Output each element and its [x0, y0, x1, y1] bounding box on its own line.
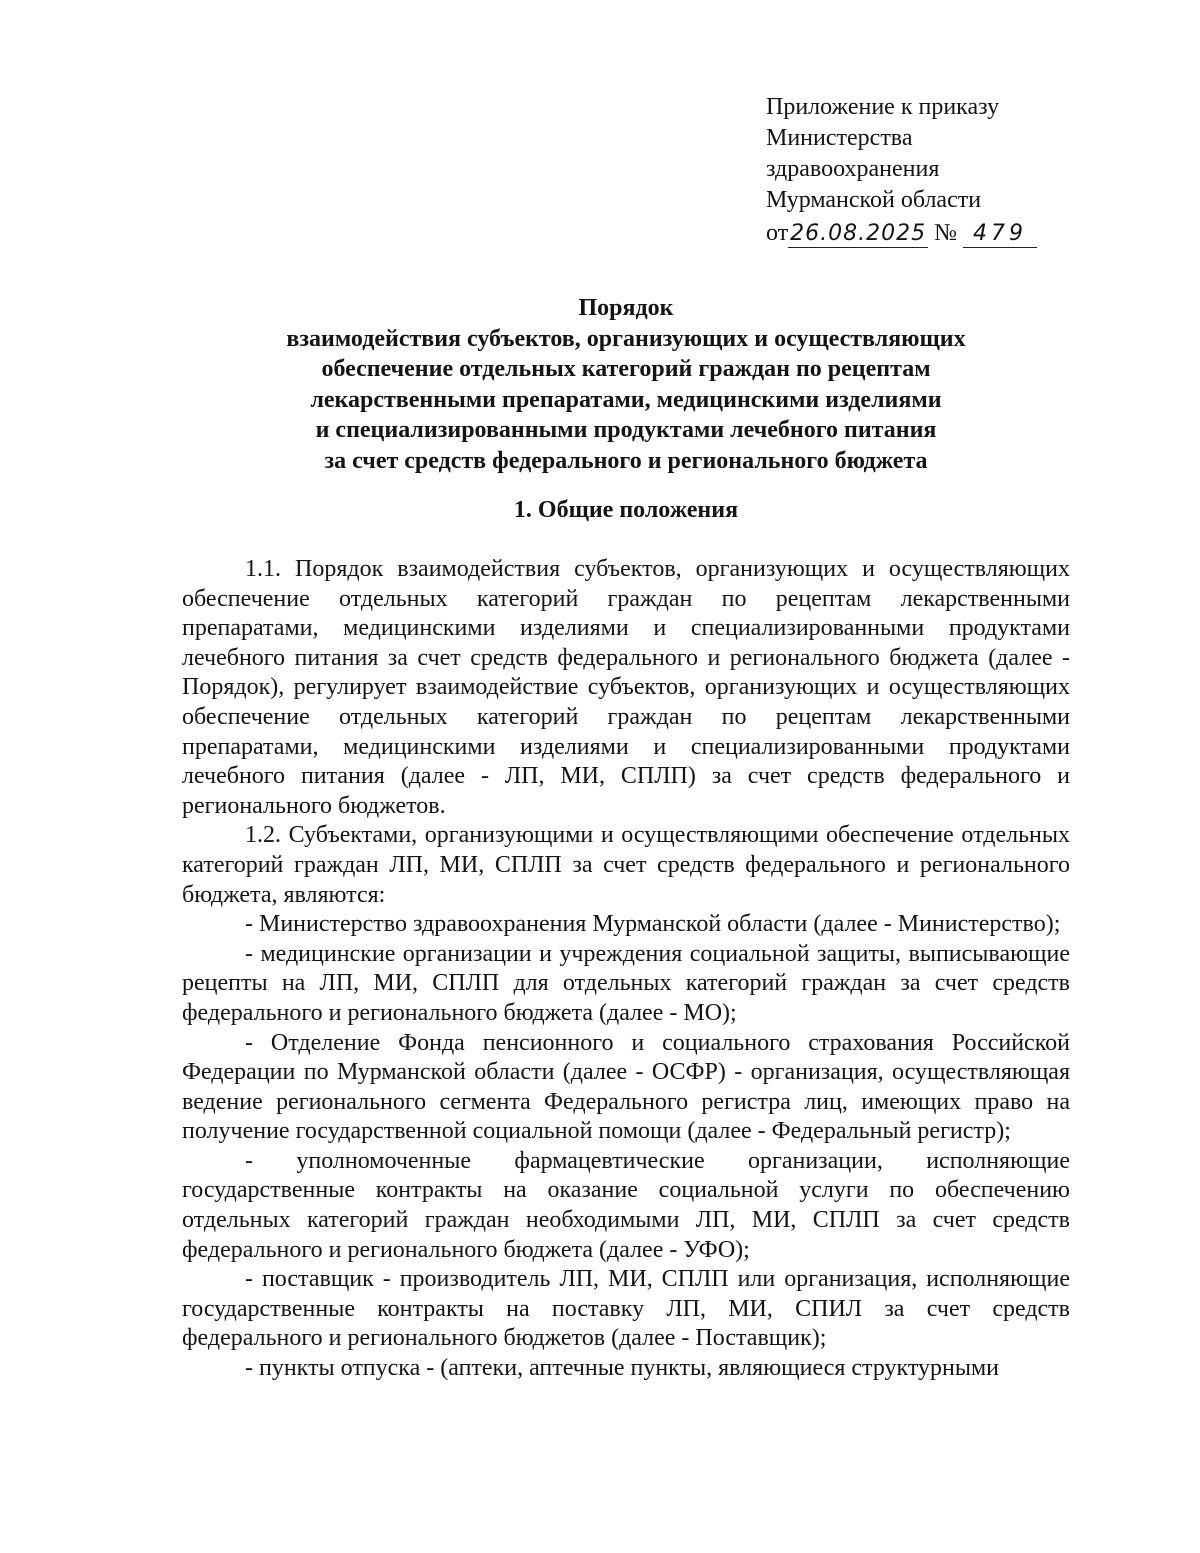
list-item-ministry: - Министерство здравоохранения Мурманской области (далее - Министерство);	[245, 911, 1061, 938]
list-item-dispensing-points: - пункты отпуска - (аптеки, аптечные пункты, являющиеся структурными	[245, 1355, 1000, 1382]
approval-line-4: Мурманской области	[766, 187, 982, 213]
list-item-supplier: - поставщик - производитель ЛП, МИ, СПЛП или организация, исполняющие государственные контракты на поставку ЛП, МИ, СПИЛ за счет средств федерального и регионального бюджетов (далее - Поставщик);	[182, 1266, 1070, 1352]
approval-date-line	[766, 218, 1146, 249]
paragraph-1-1: 1.1. Порядок взаимодействия субъектов, организующих и осуществляющих обеспечение отдельных категорий граждан по рецептам лекарственными препаратами, медицинскими изделиями и специализированными продуктами лечебного питания за счет средств федерального и регионального бюджета (далее - Порядок), регулирует взаимодействие субъектов, организующих и осуществляющих обеспечение отдельных категорий граждан по рецептам лекарственными препаратами, медицинскими изделиями и специализированными продуктами лечебного питания (далее - ЛП, МИ, СПЛП) за счет средств федерального и регионального бюджетов.	[182, 556, 1070, 819]
title-line-6: за счет средств федерального и регионального бюджета	[324, 447, 928, 474]
approval-line-2: Министерства	[766, 125, 913, 151]
number-label: №	[934, 220, 958, 246]
title-line-5: и специализированными продуктами лечебного питания	[315, 417, 937, 443]
section-body	[182, 555, 1070, 1384]
handwritten-number: 479	[963, 221, 1037, 248]
handwritten-date: 26.08.2025	[790, 221, 927, 246]
section-heading: 1. Общие положения	[513, 497, 739, 523]
list-item-ufo: - уполномоченные фармацевтические организации, исполняющие государственные контракты на оказание социальной услуги по обеспечению отдельных категорий граждан необходимыми ЛП, МИ, СПЛП за счет средств федерального и регионального бюджета (далее - УФО);	[182, 1147, 1070, 1263]
approval-line-1: Приложение к приказу	[766, 94, 1000, 120]
from-label: от	[766, 220, 789, 246]
document-title	[180, 293, 1072, 476]
approval-line-3: здравоохранения	[766, 156, 940, 182]
list-item-osfr: - Отделение Фонда пенсионного и социального страхования Российской Федерации по Мурманской области (далее - ОСФР) - организация, осуществляющая ведение регионального сегмента Федерального регистра лиц, имеющих право на получение государственной социальной помощи (далее - Федеральный регистр);	[182, 1029, 1070, 1145]
title-line-2: взаимодействия субъектов, организующих и осуществляющих	[286, 325, 966, 352]
title-line-4: лекарственными препаратами, медицинскими изделиями	[310, 386, 942, 413]
title-line-1: Порядок	[578, 295, 674, 321]
list-item-medical-orgs: - медицинские организации и учреждения социальной защиты, выписывающие рецепты на ЛП, МИ, СПЛП для отдельных категорий граждан за счет средств федерального и регионального бюджета (далее - МО);	[182, 940, 1070, 1026]
paragraph-1-2: 1.2. Субъектами, организующими и осуществляющими обеспечение отдельных категорий граждан ЛП, МИ, СПЛП за счет средств федерального и регионального бюджета, являются:	[182, 822, 1070, 908]
approval-stamp-block	[766, 92, 1146, 249]
title-line-3: обеспечение отдельных категорий граждан по рецептам	[321, 356, 931, 382]
